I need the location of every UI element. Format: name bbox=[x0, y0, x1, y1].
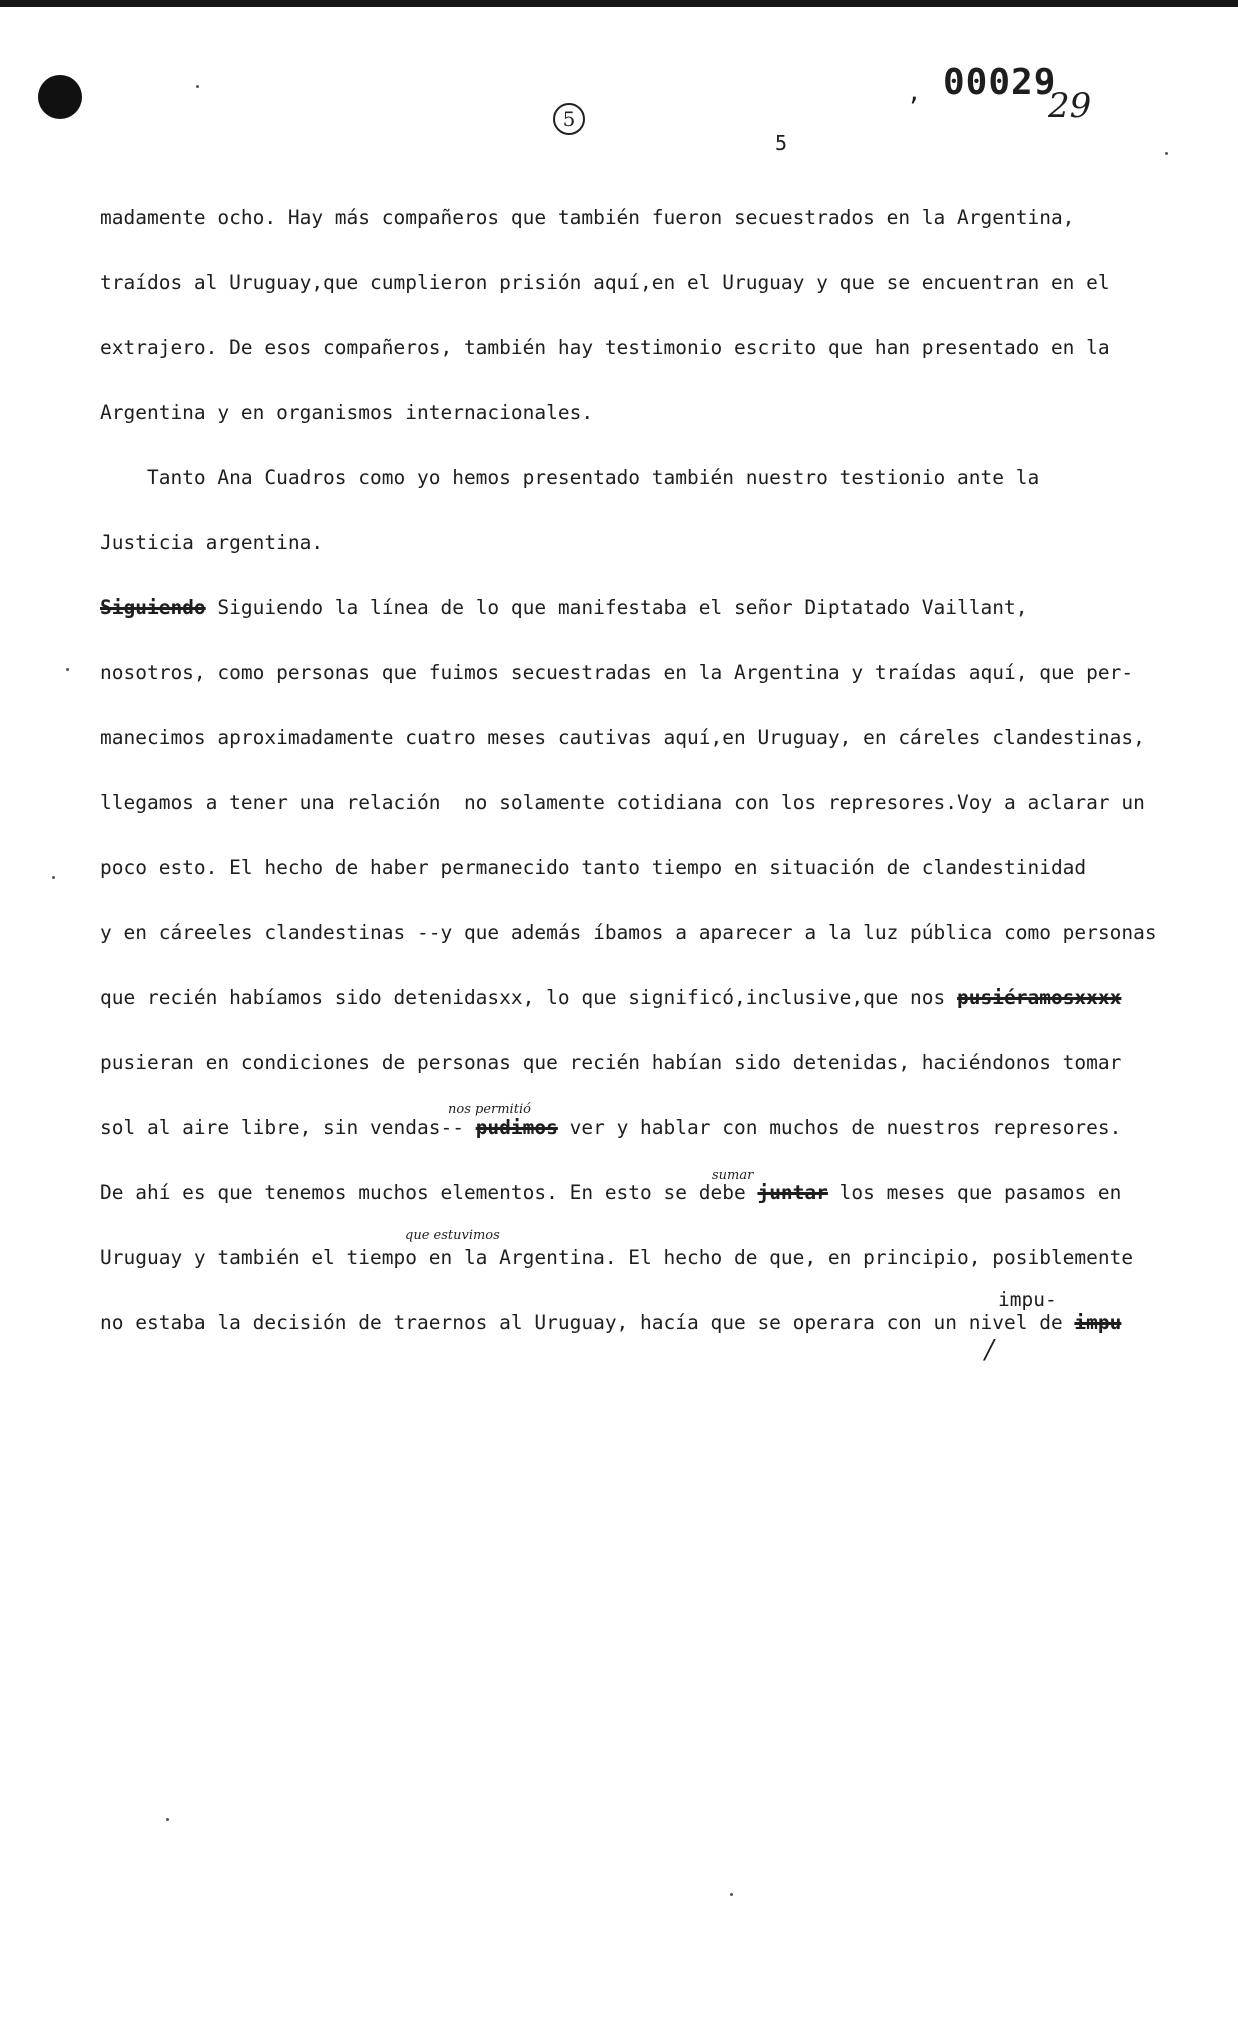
text-line: poco esto. El hecho de haber permanecido tanto tiempo en situación de clandestinidad bbox=[100, 856, 1087, 879]
folio-tick-mark: , bbox=[907, 78, 922, 106]
struck-word: pudimos bbox=[475, 1116, 558, 1139]
text-line bbox=[100, 1173, 1120, 1238]
struck-word: juntar bbox=[757, 1181, 828, 1204]
text-line: llegamos a tener una relación no solamente cotidiana con los represores.Voy a aclarar un bbox=[100, 791, 1145, 814]
line-text: no estaba la decisión de traernos al Uruguay, hacía que se operara con un nivel de bbox=[100, 1311, 1075, 1334]
text-line: pusieran en condiciones de personas que recién habían sido detenidas, haciéndonos tomar bbox=[100, 1051, 1122, 1074]
scan-speck bbox=[166, 1818, 169, 1821]
line-text: De ahí es que tenemos muchos elementos. En esto se debe bbox=[100, 1181, 758, 1204]
line-text: sol al aire libre, sin vendas-- bbox=[100, 1116, 476, 1139]
document-body bbox=[100, 198, 1157, 1368]
text-line bbox=[100, 588, 1120, 653]
text-line: nosotros, como personas que fuimos secuestradas en la Argentina y traídas aquí, que per- bbox=[100, 661, 1134, 684]
scan-speck bbox=[196, 85, 199, 88]
text-line: Uruguay y también el tiempo en la Argentina. El hecho de que, en principio, posiblemente bbox=[100, 1246, 1134, 1269]
scan-speck bbox=[1165, 152, 1168, 155]
scan-speck bbox=[66, 668, 69, 671]
text-line: extrajero. De esos compañeros, también hay testimonio escrito que han presentado en la bbox=[100, 336, 1110, 359]
folio-handwritten: 29 bbox=[1048, 86, 1092, 126]
struck-word: impu bbox=[1074, 1311, 1122, 1334]
struck-word: pusiéramosxxxx bbox=[957, 986, 1122, 1009]
scan-speck bbox=[52, 876, 55, 879]
struck-word: Siguiendo bbox=[100, 596, 206, 619]
top-border-rule bbox=[0, 0, 1238, 7]
text-line: traídos al Uruguay,que cumplieron prisión aquí,en el Uruguay y que se encuentran en el bbox=[100, 271, 1110, 294]
line-text: ver y hablar con muchos de nuestros represores. bbox=[557, 1116, 1122, 1139]
handwritten-insertion: nos permitió bbox=[448, 1102, 531, 1117]
line-text: que recién habíamos sido detenidasxx, lo que significó,inclusive,que nos bbox=[100, 986, 958, 1009]
text-line: y en cáreeles clandestinas --y que además íbamos a aparecer a la luz pública como personas bbox=[100, 921, 1157, 944]
slash-mark: / bbox=[985, 1335, 994, 1365]
line-text: los meses que pasamos en bbox=[827, 1181, 1122, 1204]
scan-speck bbox=[730, 1893, 733, 1896]
text-line: Justicia argentina. bbox=[100, 531, 324, 554]
page-number: 5 bbox=[775, 131, 788, 155]
page-stamp-circle bbox=[551, 101, 587, 137]
stamp-number: 5 bbox=[562, 107, 576, 131]
handwritten-insertion: que estuvimos bbox=[405, 1228, 500, 1243]
text-line bbox=[100, 978, 1120, 1043]
text-line: Argentina y en organismos internacionales. bbox=[100, 401, 594, 424]
text-line: manecimos aproximadamente cuatro meses cautivas aquí,en Uruguay, en cáreles clandestinas, bbox=[100, 726, 1145, 749]
inserted-syllable: impu- bbox=[998, 1288, 1057, 1311]
line-text: Siguiendo la línea de lo que manifestaba el señor Diptatado Vaillant, bbox=[205, 596, 1028, 619]
handwritten-insertion: sumar bbox=[712, 1168, 754, 1183]
text-line bbox=[100, 1108, 1120, 1173]
text-line: madamente ocho. Hay más compañeros que también fueron secuestrados en la Argentina, bbox=[100, 206, 1075, 229]
folio-number: 00029 bbox=[943, 62, 1057, 103]
text-line: Tanto Ana Cuadros como yo hemos presentado también nuestro testionio ante la bbox=[100, 466, 1040, 489]
text-line bbox=[100, 1303, 1120, 1368]
punch-hole bbox=[38, 75, 82, 119]
